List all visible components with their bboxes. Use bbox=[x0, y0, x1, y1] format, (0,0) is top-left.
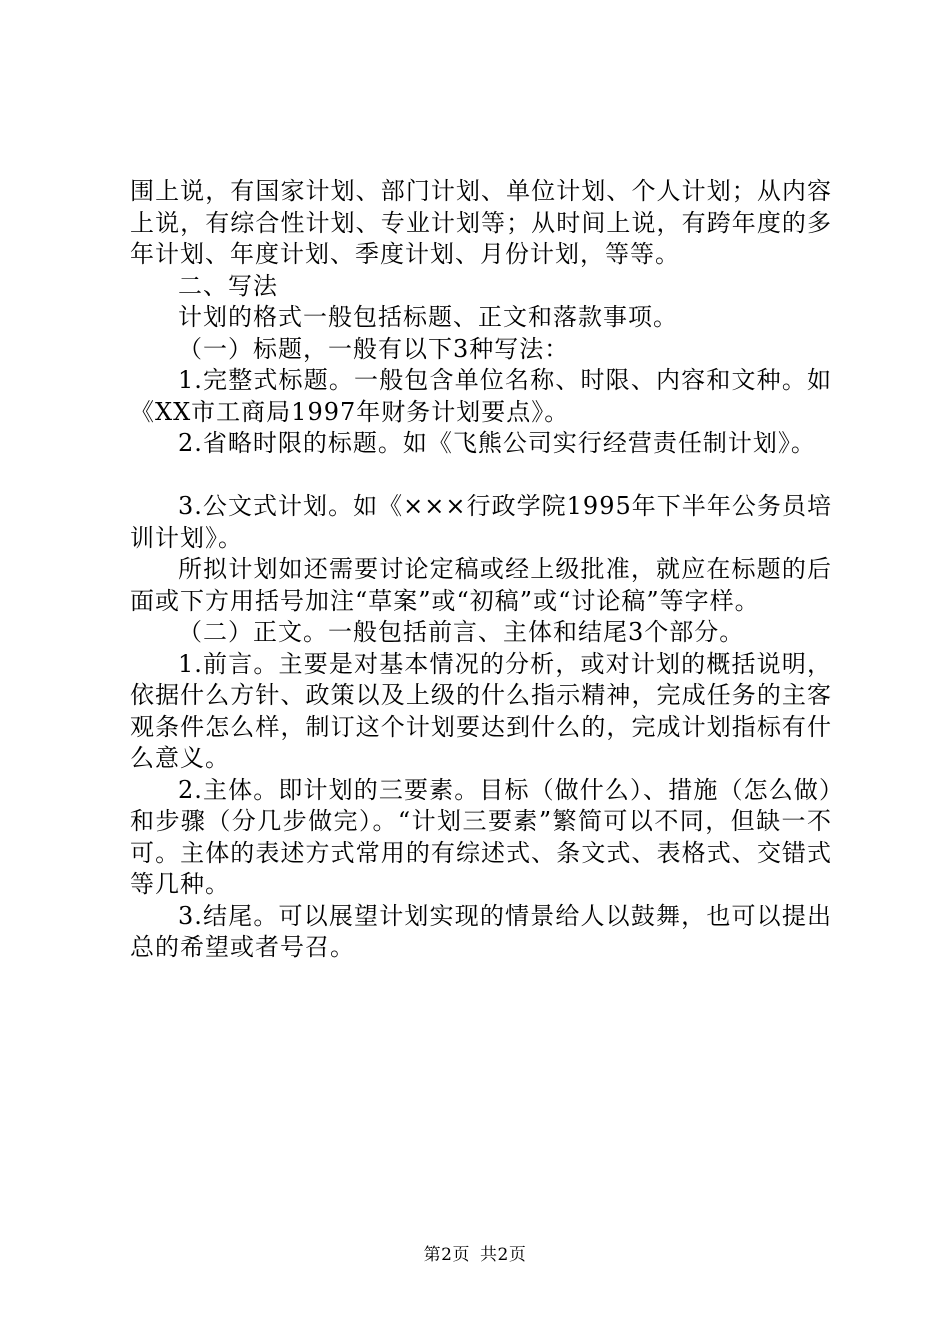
page-number-current: 第2页 bbox=[423, 1245, 470, 1265]
paragraph-full-title: 1.完整式标题。一般包含单位名称、时限、内容和文种。如《XX市工商局1997年财务计划要点》。 bbox=[130, 366, 832, 426]
paragraph-omit-period-title: 2.省略时限的标题。如《飞熊公司实行经营责任制计划》。 bbox=[178, 429, 816, 457]
paragraph-format: 计划的格式一般包括标题、正文和落款事项。 bbox=[178, 303, 678, 331]
paragraph-official-title: 3.公文式计划。如《×××行政学院1995年下半年公务员培训计划》。 bbox=[130, 492, 832, 552]
page-footer bbox=[0, 1244, 950, 1266]
paragraph-ending: 3.结尾。可以展望计划实现的情景给人以鼓舞，也可以提出总的希望或者号召。 bbox=[130, 901, 832, 961]
paragraph-scope-types: 围上说，有国家计划、部门计划、单位计划、个人计划；从内容上说，有综合性计划、专业计划等；从时间上说，有跨年度的多年计划、年度计划、季度计划、月份计划，等等。 bbox=[130, 177, 832, 268]
subsection-heading-title: （一）标题，一般有以下3种写法： bbox=[178, 334, 570, 363]
page-number-total: 共2页 bbox=[480, 1245, 527, 1265]
subsection-heading-body: （二）正文。一般包括前言、主体和结尾3个部分。 bbox=[178, 618, 745, 646]
paragraph-preface: 1.前言。主要是对基本情况的分析，或对计划的概括说明，依据什么方针、政策以及上级的什么指示精神，完成任务的主客观条件怎么样，制订这个计划要达到什么的，完成计划指标有什么意义。 bbox=[130, 649, 832, 772]
paragraph-main-body: 2.主体。即计划的三要素。目标（做什么）、措施（怎么做）和步骤（分几步做完）。“计划三要素”繁简可以不同，但缺一不可。主体的表述方式常用的有综述式、条文式、表格式、交错式等几种。 bbox=[130, 775, 832, 898]
section-heading-writing: 二、写法 bbox=[178, 271, 278, 300]
document-body bbox=[130, 176, 832, 964]
paragraph-draft-note: 所拟计划如还需要讨论定稿或经上级批准，就应在标题的后面或下方用括号加注“草案”或“初稿”或“讨论稿”等字样。 bbox=[130, 555, 832, 615]
